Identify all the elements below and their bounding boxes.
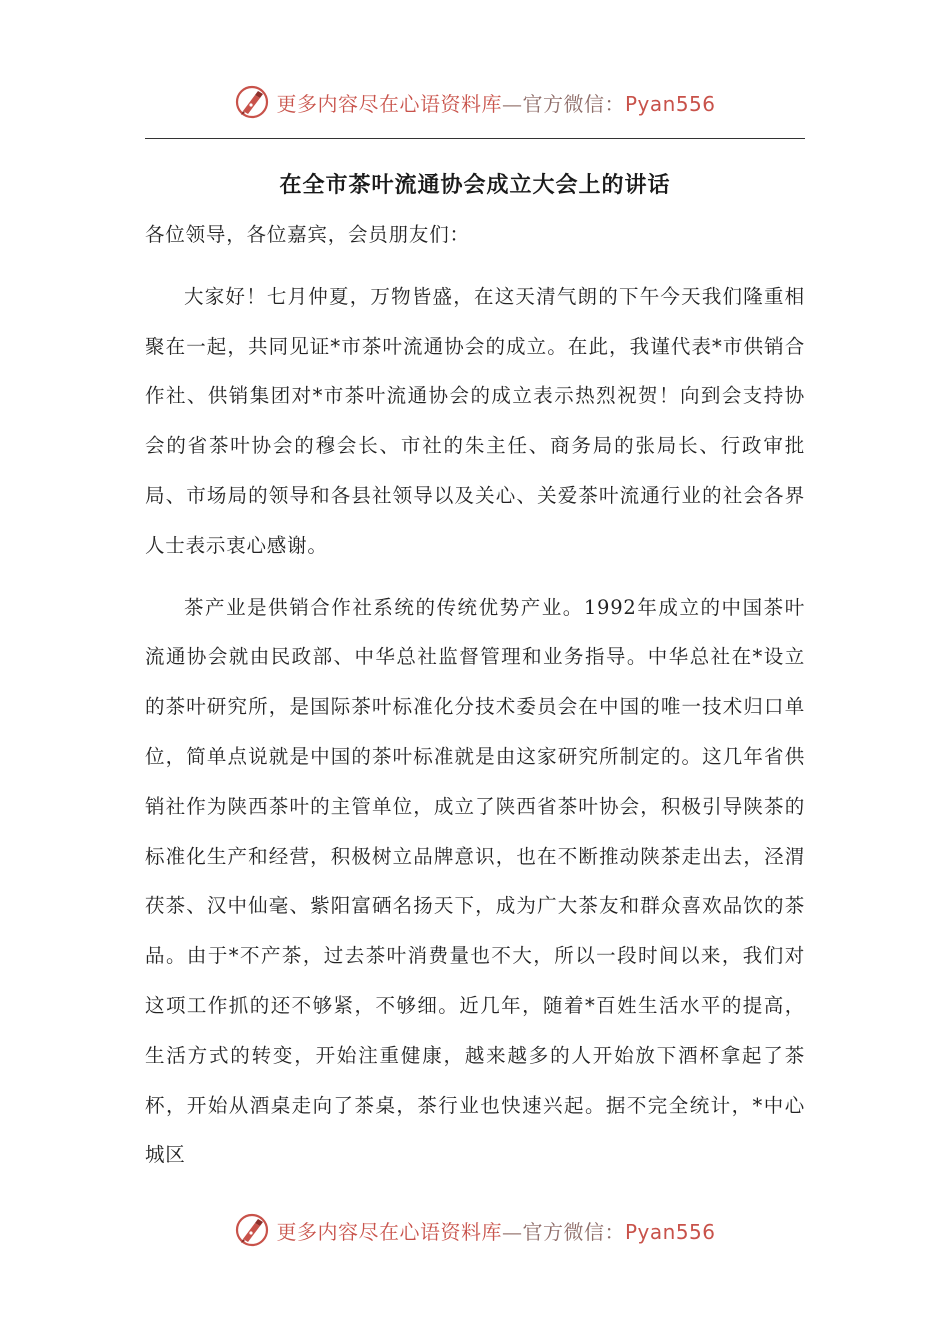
pen-nib-logo-icon [234, 84, 270, 120]
banner-wechat-id: Pyan556 [624, 1219, 716, 1244]
banner-wechat-label: 官方微信： [522, 91, 625, 116]
paragraph-2: 茶产业是供销合作社系统的传统优势产业。1992年成立的中国茶叶流通协会就由民政部、中华总社监督管理和业务指导。中华总社在*设立的茶叶研究所，是国际茶叶标准化分技术委员会在中国的唯一技术归口单位，简单点说就是中国的茶叶标准就是由这家研究所制定的。这几年省供销社作为陕西茶叶的主管单位，成立了陕西省茶叶协会，积极引导陕茶的标准化生产和经营，积极树立品牌意识，也在不断推动陕茶走出去，泾渭茯茶、汉中仙毫、紫阳富硒名扬天下，成为广大茶友和群众喜欢品饮的茶品。由于*不产茶，过去茶叶消费量也不大，所以一段时间以来，我们对这项工作抓的还不够紧，不够细。近几年，随着*百姓生活水平的提高，生活方式的转变，开始注重健康，越来越多的人开始放下酒杯拿起了茶杯，开始从酒桌走向了茶桌，茶行业也快速兴起。据不完全统计，*中心城区 [145, 595, 805, 1167]
banner-separator: — [501, 1219, 523, 1244]
header-banner-text [276, 88, 715, 117]
salutation: 各位领导，各位嘉宾，会员朋友们： [145, 223, 470, 246]
banner-wechat-id: Pyan556 [624, 91, 716, 116]
header-divider [145, 138, 805, 139]
paragraph-1: 大家好！七月仲夏，万物皆盛，在这天清气朗的下午今天我们隆重相聚在一起，共同见证*市茶叶流通协会的成立。在此，我谨代表*市供销合作社、供销集团对*市茶叶流通协会的成立表示热烈祝贺！向到会支持协会的省茶叶协会的穆会长、市社的朱主任、商务局的张局长、行政审批局、市场局的领导和各县社领导以及关心、关爱茶叶流通行业的社会各界人士表示衷心感谢。 [145, 284, 805, 557]
footer-banner-text [276, 1216, 715, 1245]
document-body [145, 210, 805, 1180]
footer-banner [0, 1208, 950, 1252]
banner-separator: — [501, 91, 523, 116]
header-banner-content [234, 84, 715, 120]
header-banner [0, 80, 950, 124]
footer-banner-content [234, 1212, 715, 1248]
banner-site-name: 更多内容尽在心语资料库 [276, 1219, 502, 1244]
document-title: 在全市茶叶流通协会成立大会上的讲话 [279, 172, 671, 198]
banner-wechat-label: 官方微信： [522, 1219, 625, 1244]
pen-nib-logo-icon [234, 1212, 270, 1248]
banner-site-name: 更多内容尽在心语资料库 [276, 91, 502, 116]
